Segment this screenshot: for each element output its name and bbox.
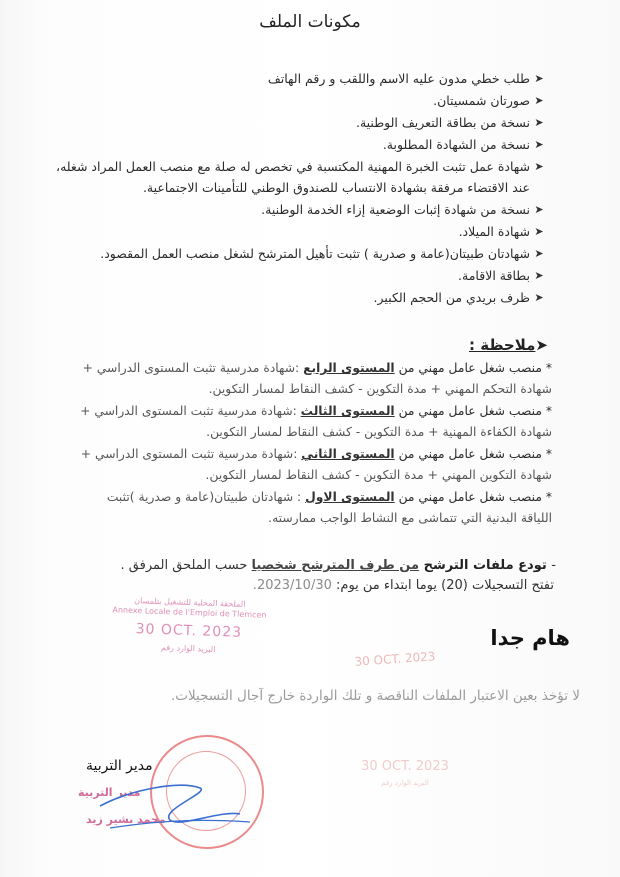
list-item: ➤ نسخة من بطاقة التعريف الوطنية. [48, 112, 548, 133]
level-label: المستوى الرابع [303, 361, 395, 375]
list-item: ➤ طلب خطي مدون عليه الاسم واللقب و رقم الهاتف [48, 68, 548, 89]
file-components-list [48, 68, 548, 309]
arrow-bullet-icon: ➤ [534, 225, 544, 238]
note-item: * منصب شغل عامل مهني من المستوى الاول : شهادتان طبيتان(عامة و صدرية )تثبت اللياقة البدنية التي تتماشى مع النشاط الواجب ممارسته. [106, 490, 552, 525]
level-label: المستوى الاول [305, 490, 395, 504]
deposit-instruction: - تودع ملفات الترشح من طرف المترشح شخصيا حسب الملحق المرفق . [120, 558, 556, 573]
document-title: مكونات الملف [259, 12, 361, 32]
arrow-bullet-icon: ➤ [534, 72, 544, 85]
faded-stamp: 30 OCT. 2023 [354, 649, 436, 669]
warning-text: لا تؤخذ بعين الاعتبار الملفات الناقصة و تلك الواردة خارج آجال التسجيلات. [170, 688, 580, 704]
arrow-bullet-icon: ➤ [534, 247, 544, 260]
list-item: ➤ بطاقة الاقامة. [48, 265, 548, 286]
note-heading: ➤ملاحظة : [469, 336, 548, 354]
signatory-stamp-title: مدير التربية [78, 786, 141, 799]
note-item: * منصب شغل عامل مهني من المستوى الثاني :شهادة مدرسية تثبت المستوى الدراسي + شهادة التكوين المهني + مدة التكوين - كشف النقاط لمسار التكوين. [80, 447, 552, 482]
arrow-bullet-icon: ➤ [534, 94, 544, 107]
list-item: ➤ شهادة عمل تثبت الخبرة المهنية المكتسبة في تخصص له صلة مع منصب العمل المراد شغله، عند الاقتضاء مرفقة بشهادة الانتساب للصندوق الوطني للتأمينات الاجتماعية. [48, 156, 548, 198]
handwritten-signature [90, 770, 270, 840]
employment-agency-stamp: الملحقة المحلية للتشغيل بتلمسان Annexe Locale de l'Emploi de Tlemcen 30 OCT. 2023 البريد الوارد رقم [112, 596, 267, 654]
arrow-bullet-icon: ➤ [534, 138, 544, 151]
registration-opening: تفتح التسجيلات (20) يوما ابتداء من يوم: 2023/10/30. [252, 578, 554, 593]
important-heading: هام جدا [490, 626, 570, 650]
arrow-bullet-icon: ➤ [534, 291, 544, 304]
signatory-title: مدير التربية [86, 758, 153, 774]
note-item: * منصب شغل عامل مهني من المستوى الرابع :شهادة مدرسية تثبت المستوى الدراسي + شهادة التحكم المهني + مدة التكوين - كشف النقاط لمسار التكوين. [82, 361, 552, 396]
list-item: ➤ نسخة من شهادة إثبات الوضعية إزاء الخدمة الوطنية. [48, 199, 548, 220]
list-item: ➤ ظرف بريدي من الحجم الكبير. [48, 287, 548, 308]
notes-list [52, 358, 552, 530]
level-label: المستوى الثاني [301, 447, 395, 461]
opening-date: 2023/10/30. [252, 578, 332, 593]
signatory-stamp-name: محمد بشير زيد [86, 813, 166, 826]
mail-received-stamp: 30 OCT. 2023 البريد الوارد رقم [361, 759, 449, 787]
list-item: ➤ شهادتان طبيتان(عامة و صدرية ) تثبت تأهيل المترشح لشغل منصب العمل المقصود. [48, 243, 548, 264]
list-item: ➤ نسخة من الشهادة المطلوبة. [48, 134, 548, 155]
arrow-bullet-icon: ➤ [535, 336, 548, 354]
level-label: المستوى الثالث [300, 404, 395, 418]
note-item: * منصب شغل عامل مهني من المستوى الثالث :شهادة مدرسية تثبت المستوى الدراسي + شهادة الكفاءة المهنية + مدة التكوين - كشف النقاط لمسار التكوين. [80, 404, 552, 439]
list-item: ➤ شهادة الميلاد. [48, 221, 548, 242]
arrow-bullet-icon: ➤ [534, 116, 544, 129]
list-item: ➤ صورتان شمسيتان. [48, 90, 548, 111]
arrow-bullet-icon: ➤ [534, 160, 544, 173]
arrow-bullet-icon: ➤ [534, 269, 544, 282]
arrow-bullet-icon: ➤ [534, 203, 544, 216]
